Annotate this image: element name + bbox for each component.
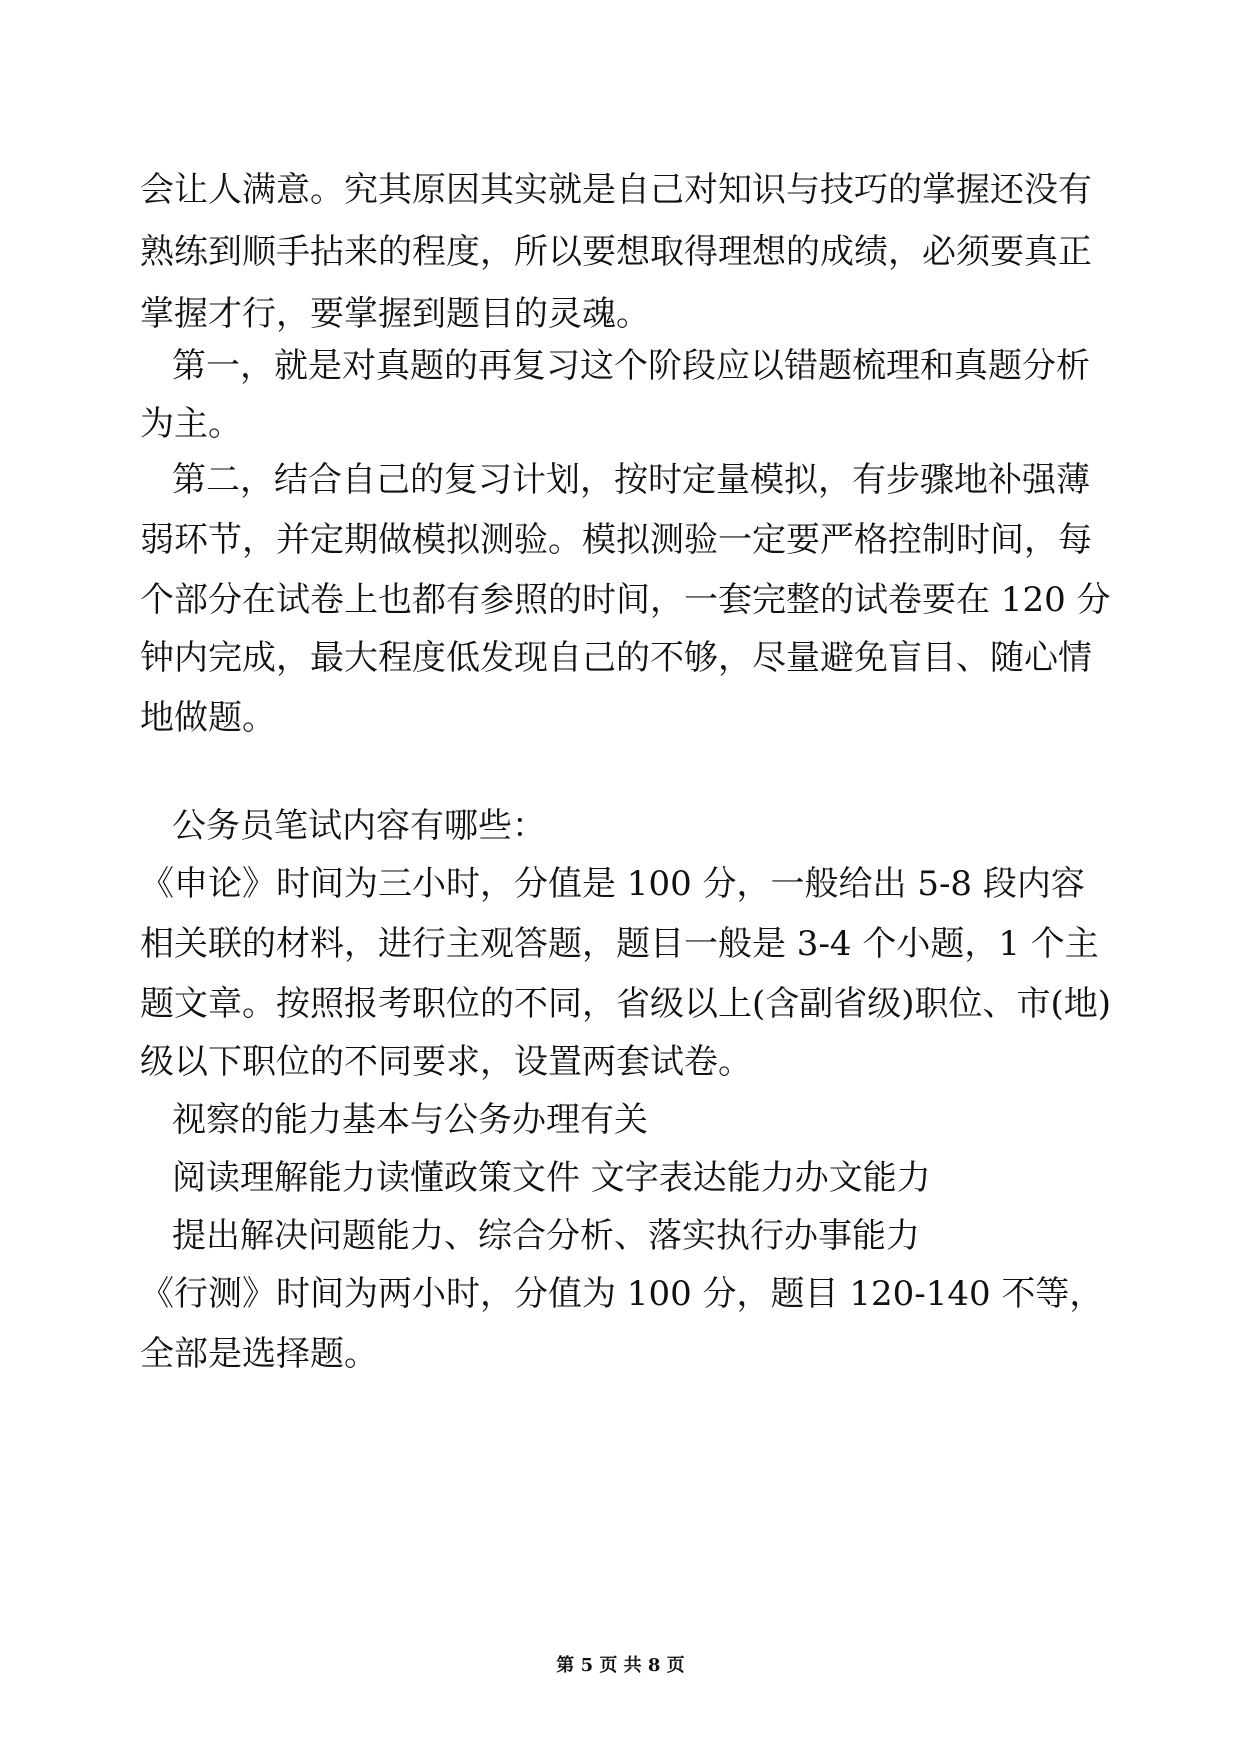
text-line: 地做题。 (140, 698, 276, 738)
text-line: 视察的能力基本与公务办理有关 (172, 1100, 648, 1140)
page-number-footer: 第 5 页 共 8 页 (556, 1655, 685, 1676)
text-line: 相关联的材料，进行主观答题，题目一般是 3-4 个小题，1 个主 (140, 924, 1099, 964)
text-line: 阅读理解能力读懂政策文件 文字表达能力办文能力 (172, 1158, 931, 1198)
section-heading: 公务员笔试内容有哪些： (172, 806, 546, 846)
text-line: 第二，结合自己的复习计划，按时定量模拟，有步骤地补强薄 (172, 460, 1090, 500)
text-line: 熟练到顺手拈来的程度，所以要想取得理想的成绩，必须要真正 (140, 232, 1092, 272)
text-line: 第一，就是对真题的再复习这个阶段应以错题梳理和真题分析 (172, 346, 1090, 386)
text-line: 为主。 (140, 404, 242, 444)
text-line: 《申论》时间为三小时，分值是 100 分，一般给出 5-8 段内容 (140, 864, 1085, 904)
text-line: 弱环节，并定期做模拟测验。模拟测验一定要严格控制时间，每 (140, 520, 1092, 560)
text-line: 钟内完成，最大程度低发现自己的不够，尽量避免盲目、随心情 (140, 638, 1092, 678)
text-line: 《行测》时间为两小时，分值为 100 分，题目 120-140 不等， (140, 1274, 1104, 1314)
text-line: 全部是选择题。 (140, 1334, 378, 1374)
text-line: 提出解决问题能力、综合分析、落实执行办事能力 (172, 1216, 920, 1256)
text-line: 级以下职位的不同要求，设置两套试卷。 (140, 1042, 752, 1082)
text-line: 掌握才行，要掌握到题目的灵魂。 (140, 294, 650, 334)
text-line: 个部分在试卷上也都有参照的时间，一套完整的试卷要在 120 分 (140, 580, 1111, 620)
text-line: 题文章。按照报考职位的不同，省级以上(含副省级)职位、市(地) (140, 984, 1112, 1024)
text-line: 会让人满意。究其原因其实就是自己对知识与技巧的掌握还没有 (140, 170, 1092, 210)
